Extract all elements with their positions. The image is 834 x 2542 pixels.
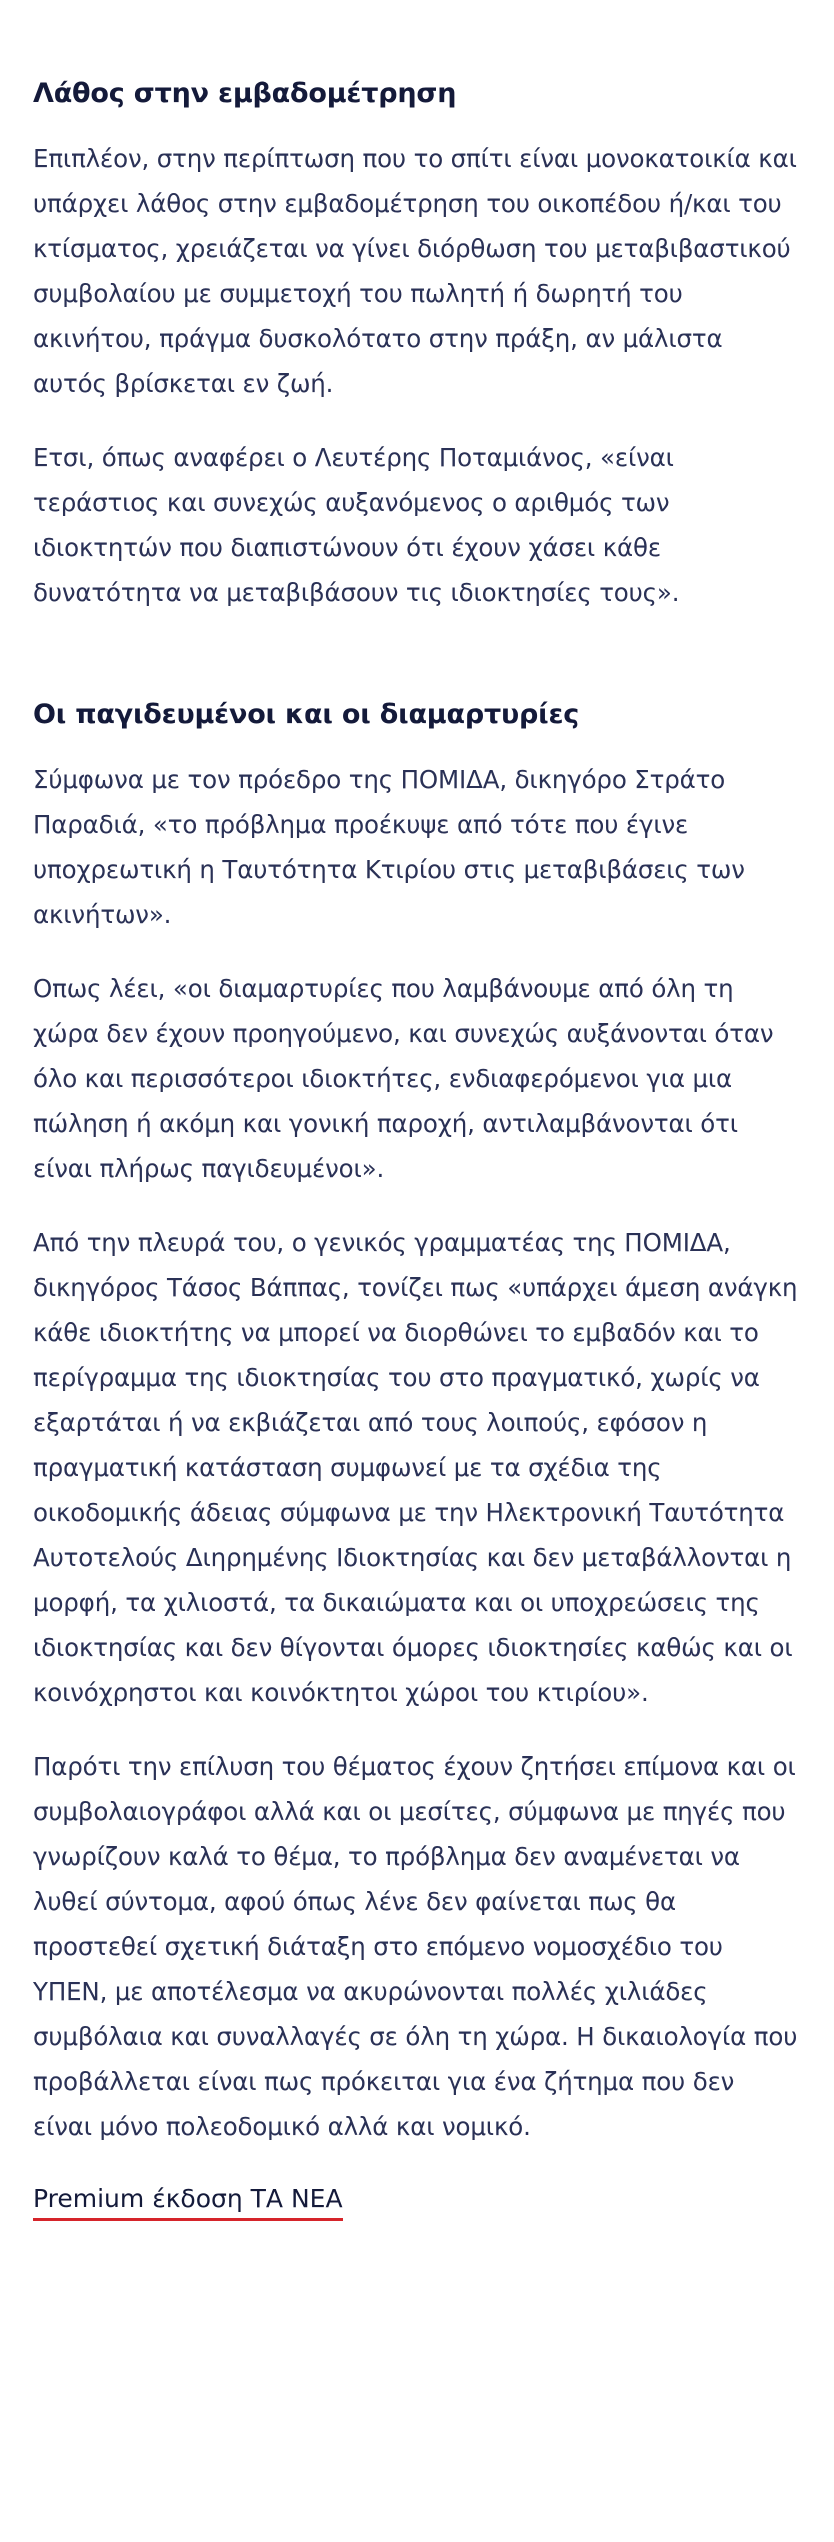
paragraph: Σύμφωνα με τον πρόεδρο της ΠΟΜΙΔΑ, δικηγόρο Στράτο Παραδιά, «το πρόβλημα προέκυψε από τότε που έγινε υποχρεωτική η Ταυτότητα Κτιρίου στις μεταβιβάσεις των ακινήτων».: [33, 765, 745, 929]
paragraph: Οπως λέει, «οι διαμαρτυρίες που λαμβάνουμε από όλη τη χώρα δεν έχουν προηγούμενο, και συνεχώς αυξάνονται όταν όλο και περισσότεροι ιδιοκτήτες, ενδιαφερόμενοι για μια πώληση ή ακόμη και γονική παροχή, αντιλαμβάνονται ότι είναι πλήρως παγιδευμένοι».: [33, 974, 774, 1183]
paragraph: Ετσι, όπως αναφέρει ο Λευτέρης Ποταμιάνος, «είναι τεράστιος και συνεχώς αυξανόμενος ο αριθμός των ιδιοκτητών που διαπιστώνουν ότι έχουν χάσει κάθε δυνατότητα να μεταβιβάσουν τις ιδιοκτησίες τους».: [33, 443, 680, 607]
section-heading-trapped-owners: Οι παγιδευμένοι και οι διαμαρτυρίες: [33, 699, 580, 730]
paragraph: Παρότι την επίλυση του θέματος έχουν ζητήσει επίμονα και οι συμβολαιογράφοι αλλά και οι μεσίτες, σύμφωνα με πηγές που γνωρίζουν καλά το θέμα, το πρόβλημα δεν αναμένεται να λυθεί σύντομα, αφού όπως λένε δεν φαίνεται πως θα προστεθεί σχετική διάταξη στο επόμενο νομοσχέδιο του ΥΠΕΝ, με αποτέλεσμα να ακυρώνονται πολλές χιλιάδες συμβόλαια και συναλλαγές σε όλη τη χώρα. Η δικαιολογία που προβάλλεται είναι πως πρόκειται για ένα ζήτημα που δεν είναι μόνο πολεοδομικό αλλά και νομικό.: [33, 1752, 798, 2141]
paragraph: Από την πλευρά του, ο γενικός γραμματέας της ΠΟΜΙΔΑ, δικηγόρος Τάσος Βάππας, τονίζει πως «υπάρχει άμεση ανάγκη κάθε ιδιοκτήτης να μπορεί να διορθώνει το εμβαδόν και το περίγραμμα της ιδιοκτησίας του στο πραγματικό, χωρίς να εξαρτάται ή να εκβιάζεται από τους λοιπούς, εφόσον η πραγματική κατάσταση συμφωνεί με τα σχέδια της οικοδομικής άδειας σύμφωνα με την Ηλεκτρονική Ταυτότητα Αυτοτελούς Διηρημένης Ιδιοκτησίας και δεν μεταβάλλονται η μορφή, τα χιλιοστά, τα δικαιώματα και οι υποχρεώσεις της ιδιοκτησίας και δεν θίγονται όμορες ιδιοκτησίες καθώς και οι κοινόχρηστοι και κοινόκτητοι χώροι του κτιρίου».: [33, 1228, 798, 1707]
section-heading-area-error: Λάθος στην εμβαδομέτρηση: [33, 78, 457, 109]
paragraph: Επιπλέον, στην περίπτωση που το σπίτι είναι μονοκατοικία και υπάρχει λάθος στην εμβαδομέτρηση του οικοπέδου ή/και του κτίσματος, χρειάζεται να γίνει διόρθωση του μεταβιβαστικού συμβολαίου με συμμετοχή του πωλητή ή δωρητή του ακινήτου, πράγμα δυσκολότατο στην πράξη, αν μάλιστα αυτός βρίσκεται εν ζωή.: [33, 144, 797, 398]
premium-edition-link[interactable]: Premium έκδοση ΤΑ ΝΕΑ: [33, 2180, 343, 2221]
